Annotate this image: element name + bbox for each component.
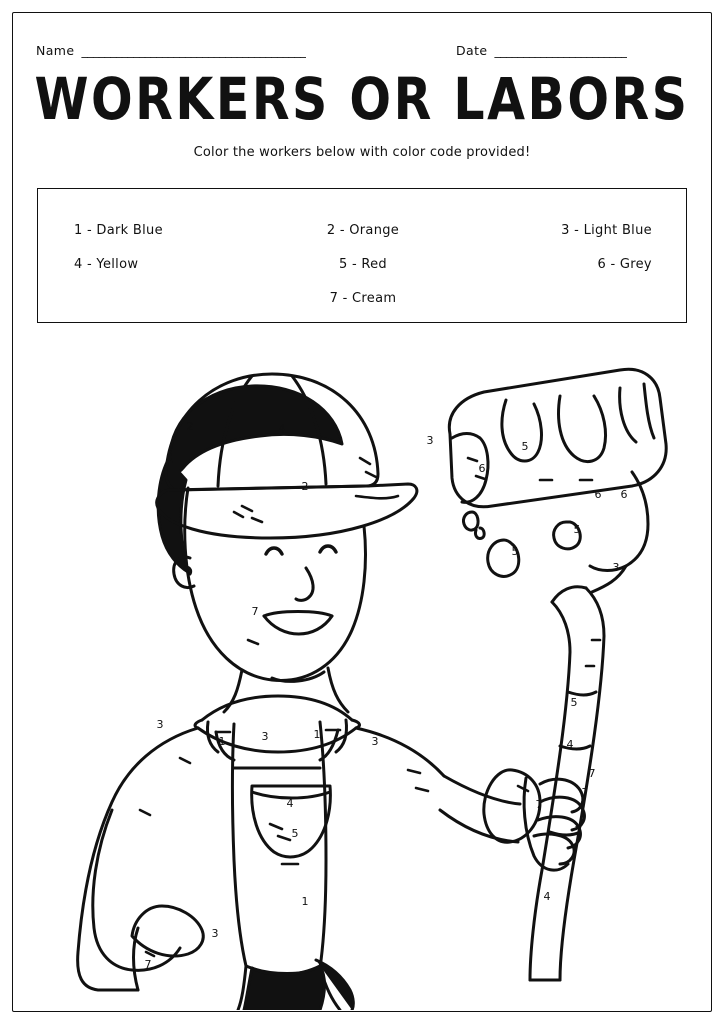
region-number: 2 xyxy=(186,420,194,433)
region-number: 3 xyxy=(261,730,269,743)
worker-illustration xyxy=(20,340,704,1010)
region-number: 3 xyxy=(426,434,434,447)
legend-item-4: 4 - Yellow xyxy=(74,256,139,272)
region-number: 3 xyxy=(156,718,164,731)
region-number: 7 xyxy=(574,824,582,837)
name-field[interactable] xyxy=(36,43,416,58)
worker-line-art xyxy=(20,340,704,1010)
region-number: 3 xyxy=(371,735,379,748)
region-number: 4 xyxy=(566,738,574,751)
name-rule: _______________________________________ xyxy=(81,43,306,58)
region-number: 7 xyxy=(588,767,596,780)
legend-item-1: 1 - Dark Blue xyxy=(74,222,163,238)
name-label: Name xyxy=(36,43,75,58)
legend-item-7: 7 - Cream xyxy=(329,290,397,306)
region-number: 4 xyxy=(286,797,294,810)
page-subtitle: Color the workers below with color code provided! xyxy=(193,145,531,160)
region-number: 6 xyxy=(594,488,602,501)
legend-item-2: 2 - Orange xyxy=(326,222,400,238)
region-number: 6 xyxy=(620,488,628,501)
region-number: 7 xyxy=(251,605,259,618)
date-field[interactable] xyxy=(456,43,627,58)
region-number: 7 xyxy=(581,786,589,799)
region-number: 1 xyxy=(301,895,309,908)
region-number: 4 xyxy=(543,890,551,903)
region-number: 3 xyxy=(612,561,620,574)
region-number-labels xyxy=(145,420,628,971)
meta-row xyxy=(36,36,688,58)
legend-row xyxy=(56,213,670,247)
color-code-legend xyxy=(37,188,687,323)
legend-row xyxy=(56,281,670,315)
date-label: Date xyxy=(456,43,488,58)
region-number: 7 xyxy=(535,798,543,811)
legend-item-5: 5 - Red xyxy=(338,256,387,272)
page-title: WORKERS OR LABORS xyxy=(34,66,690,134)
region-number: 2 xyxy=(301,480,309,493)
legend-row xyxy=(56,247,670,281)
region-number: 5 xyxy=(521,440,529,453)
region-number: 3 xyxy=(211,927,219,940)
legend-grid xyxy=(38,189,688,324)
region-number: 1 xyxy=(313,728,321,741)
region-number: 5 xyxy=(570,696,578,709)
region-number: 4 xyxy=(278,422,286,435)
region-number: 7 xyxy=(144,958,152,971)
date-rule: _______________________ xyxy=(494,43,627,58)
region-number: 6 xyxy=(478,462,486,475)
region-number: 7 xyxy=(578,804,586,817)
region-number: 5 xyxy=(573,523,581,536)
region-number: 5 xyxy=(291,827,299,840)
legend-item-6: 6 - Grey xyxy=(597,256,652,272)
legend-item-3: 3 - Light Blue xyxy=(561,222,652,238)
region-number: 5 xyxy=(511,545,519,558)
region-number: 1 xyxy=(218,735,226,748)
